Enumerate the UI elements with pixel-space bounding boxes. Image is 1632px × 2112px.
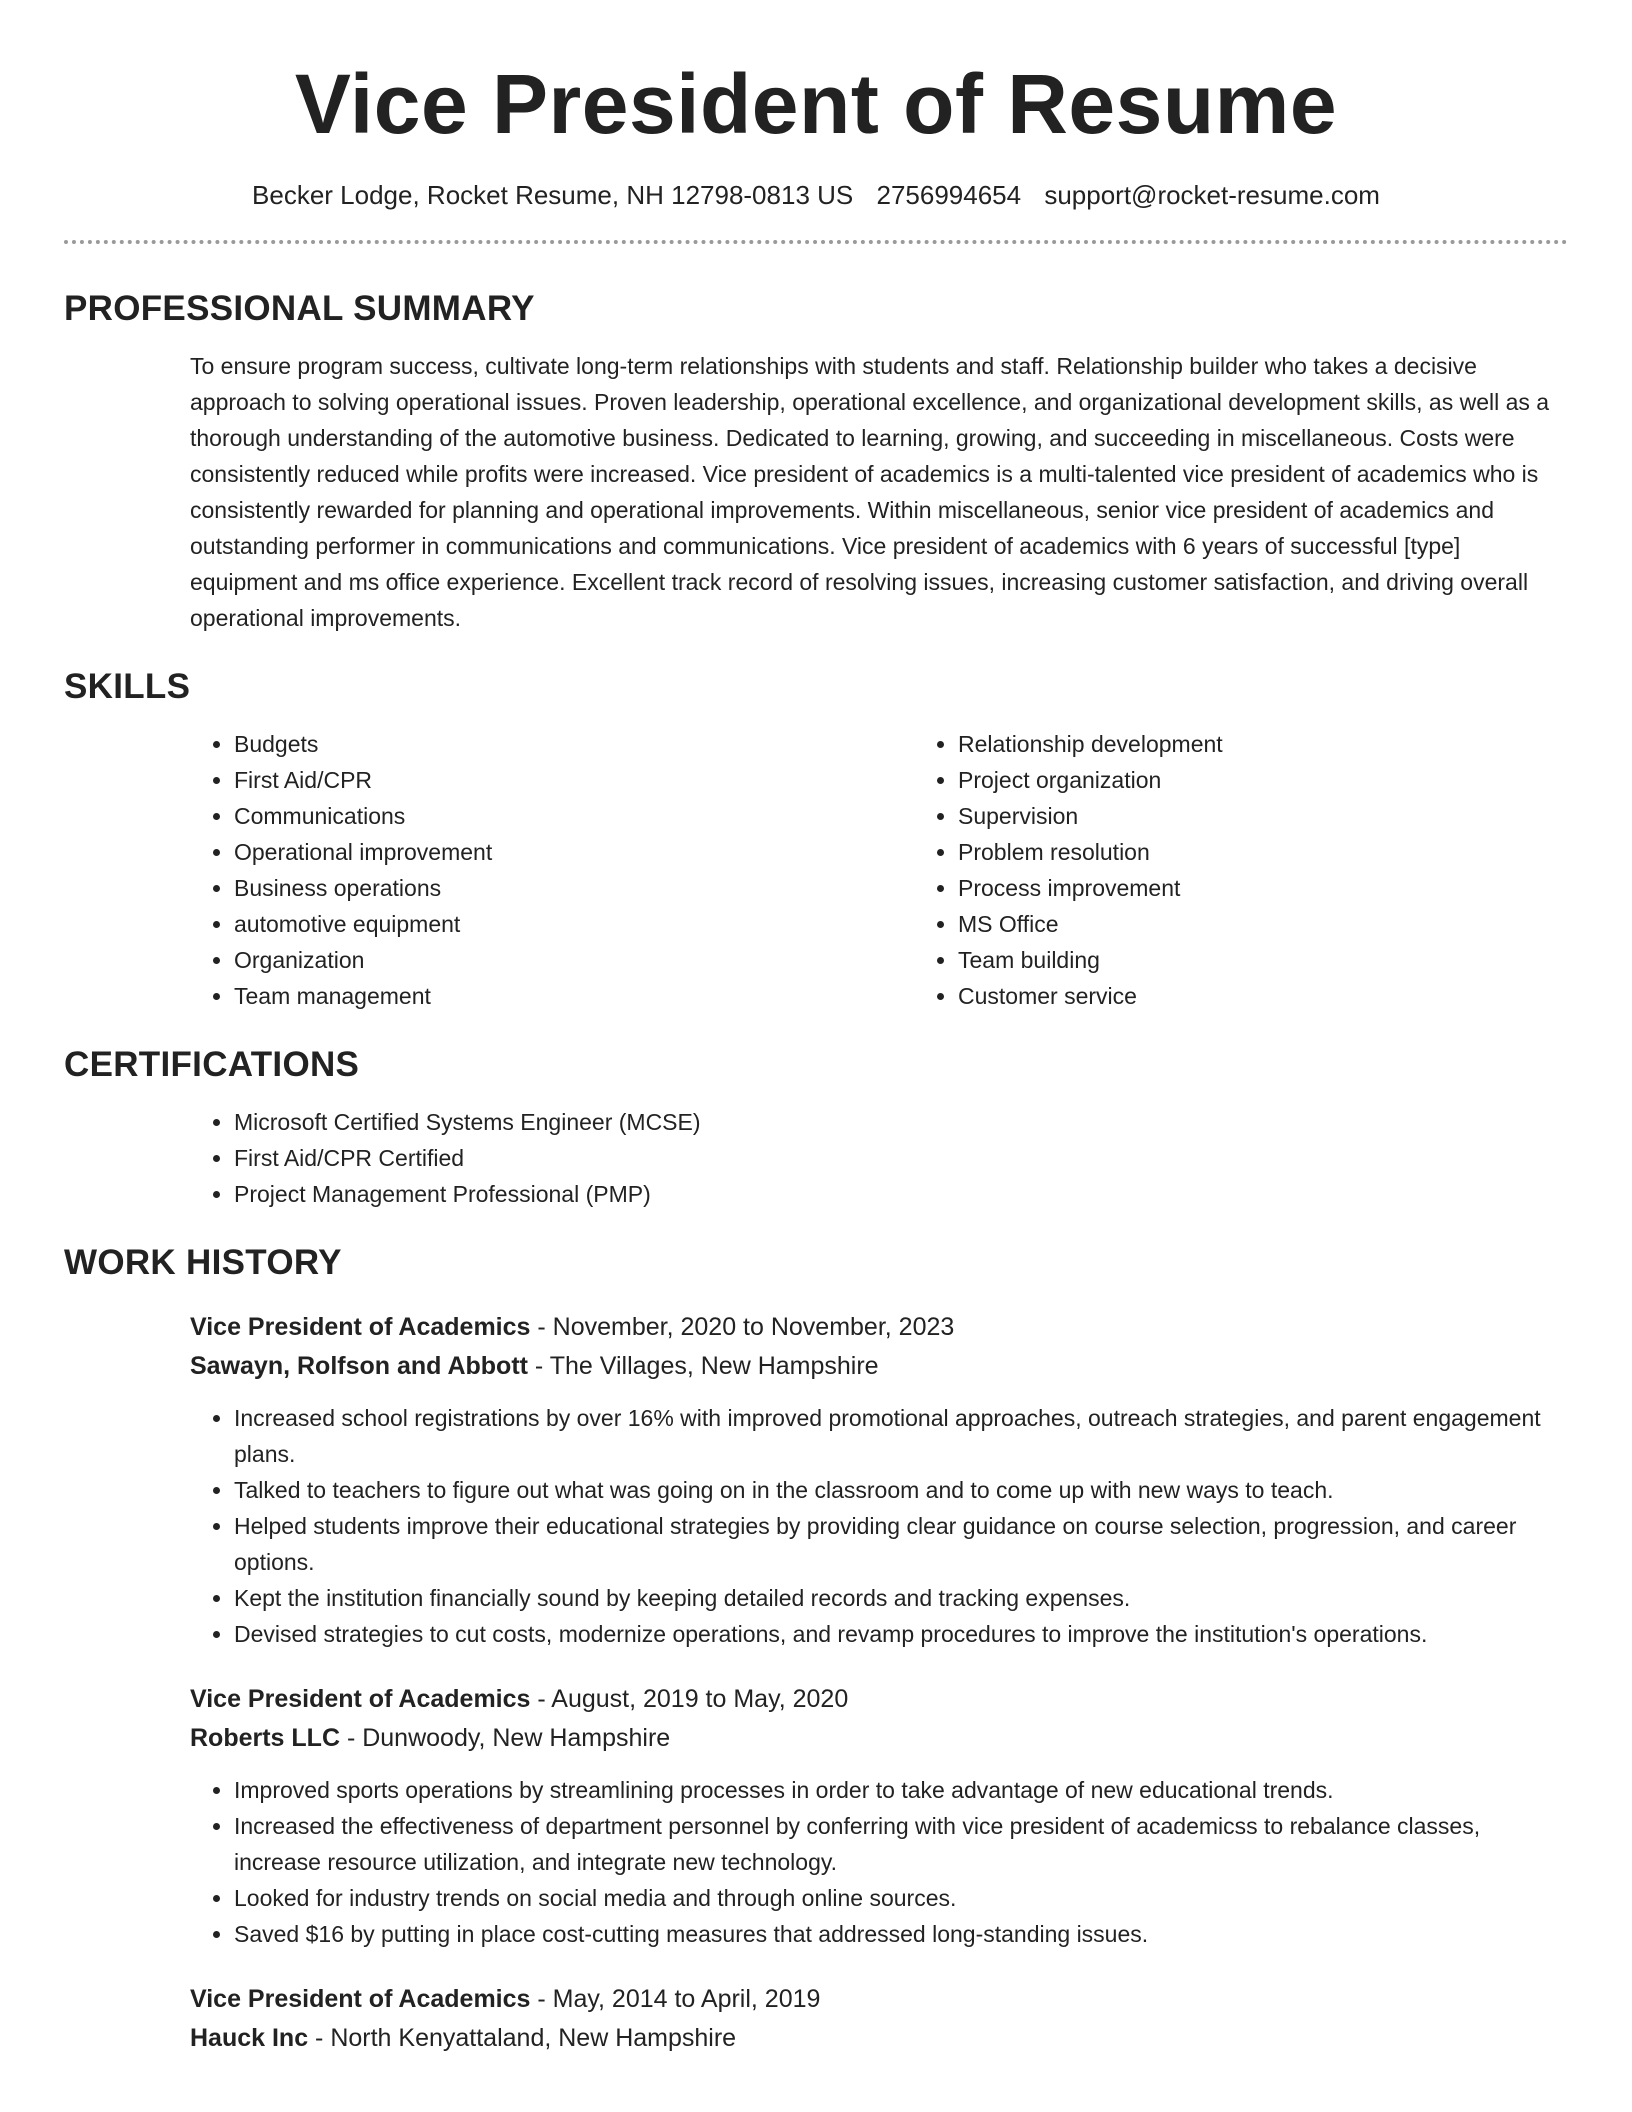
job-dates: - November, 2020 to November, 2023: [530, 1313, 955, 1341]
skill-item: • Project organization: [958, 762, 1568, 798]
job-dates: - August, 2019 to May, 2020: [530, 1685, 849, 1713]
skill-item: • automotive equipment: [234, 906, 914, 942]
job-bullet: • Improved sports operations by streamlining processes in order to take advantage of new educational trends.: [234, 1772, 1568, 1808]
job-role: Vice President of Academics: [190, 1685, 531, 1713]
skills-list-left: [190, 726, 914, 1014]
job-location: - North Kenyattaland, New Hampshire: [308, 2024, 737, 2052]
skill-item: • MS Office: [958, 906, 1568, 942]
skill-item: • Communications: [234, 798, 914, 834]
job-entry: [190, 1680, 1568, 1952]
certification-item: • First Aid/CPR Certified: [234, 1140, 1568, 1176]
resume-title: Vice President of Resume: [294, 57, 1338, 151]
job-company: Sawayn, Rolfson and Abbott: [190, 1352, 528, 1380]
job-role-line: [190, 1980, 1568, 2019]
contact-phone: 2756994654: [876, 180, 1022, 210]
job-bullet: • Increased the effectiveness of department personnel by conferring with vice president of academicss to rebalance classes, increase resource utilization, and integrate new technology.: [234, 1808, 1568, 1880]
skill-item: • Relationship development: [958, 726, 1568, 762]
skill-item: • Budgets: [234, 726, 914, 762]
job-dates: - May, 2014 to April, 2019: [530, 1985, 821, 2013]
resume-page: [64, 0, 1568, 2058]
skill-item: • Supervision: [958, 798, 1568, 834]
professional-summary-section: [64, 288, 1568, 636]
section-heading-summary: PROFESSIONAL SUMMARY: [64, 289, 535, 328]
job-bullet: • Looked for industry trends on social media and through online sources.: [234, 1880, 1568, 1916]
section-heading-skills: SKILLS: [64, 667, 191, 706]
job-role: Vice President of Academics: [190, 1313, 531, 1341]
job-bullet: • Saved $16 by putting in place cost-cutting measures that addressed long-standing issues.: [234, 1916, 1568, 1952]
job-bullet: • Increased school registrations by over 16% with improved promotional approaches, outreach strategies, and parent engagement plans.: [234, 1400, 1568, 1472]
skill-item: • Operational improvement: [234, 834, 914, 870]
job-company-line: [190, 1347, 1568, 1386]
skill-item: • Organization: [234, 942, 914, 978]
certifications-list: [190, 1104, 1568, 1212]
contact-email: support@rocket-resume.com: [1044, 180, 1380, 210]
skill-item: • Problem resolution: [958, 834, 1568, 870]
job-bullet: • Devised strategies to cut costs, modernize operations, and revamp procedures to improve the institution's operations.: [234, 1616, 1568, 1652]
skill-item: • First Aid/CPR: [234, 762, 914, 798]
section-heading-work-history: WORK HISTORY: [64, 1243, 342, 1282]
skill-item: • Customer service: [958, 978, 1568, 1014]
certifications-section: [64, 1044, 1568, 1212]
job-company: Hauck Inc: [190, 2024, 309, 2052]
job-bullet: • Talked to teachers to figure out what was going on in the classroom and to come up with new ways to teach.: [234, 1472, 1568, 1508]
skills-section: [64, 666, 1568, 1014]
summary-paragraph: To ensure program success, cultivate long-term relationships with students and staff. Relationship builder who takes a decisive approach to solving operational issues. Proven leadership, operational excellence, and organizational development skills, as well as a thorough understanding of the automotive business. Dedicated to learning, growing, and succeeding in miscellaneous. Costs were consistently reduced while profits were increased. Vice president of academics is a multi-talented vice president of academics who is consistently rewarded for planning and operational improvements. Within miscellaneous, senior vice president of academics and outstanding performer in communications and communications. Vice president of academics with 6 years of successful [type] equipment and ms office experience. Excellent track record of resolving issues, increasing customer satisfaction, and driving overall operational improvements.: [190, 353, 1550, 631]
job-location: - The Villages, New Hampshire: [527, 1352, 879, 1380]
job-role-line: [190, 1308, 1568, 1347]
skill-item: • Team building: [958, 942, 1568, 978]
work-history-section: [64, 1242, 1568, 2058]
job-company: Roberts LLC: [190, 1724, 340, 1752]
job-bullet: • Kept the institution financially sound by keeping detailed records and tracking expenses.: [234, 1580, 1568, 1616]
certification-item: • Microsoft Certified Systems Engineer (MCSE): [234, 1104, 1568, 1140]
skills-columns: [190, 726, 1568, 1014]
job-company-line: [190, 1719, 1568, 1758]
skill-item: • Team management: [234, 978, 914, 1014]
skill-item: • Process improvement: [958, 870, 1568, 906]
job-entry: [190, 1980, 1568, 2058]
section-heading-certifications: CERTIFICATIONS: [64, 1045, 360, 1084]
job-role-line: [190, 1680, 1568, 1719]
contact-line: [64, 178, 1568, 212]
job-location: - Dunwoody, New Hampshire: [340, 1724, 671, 1752]
certification-item: • Project Management Professional (PMP): [234, 1176, 1568, 1212]
job-bullets: [190, 1772, 1568, 1952]
job-bullets: [190, 1400, 1568, 1652]
skill-item: • Business operations: [234, 870, 914, 906]
contact-address: Becker Lodge, Rocket Resume, NH 12798-0813 US: [252, 180, 854, 210]
job-company-line: [190, 2019, 1568, 2058]
job-bullet: • Helped students improve their educational strategies by providing clear guidance on course selection, progression, and career options.: [234, 1508, 1568, 1580]
skills-list-right: [914, 726, 1568, 1014]
job-entry: [190, 1308, 1568, 1652]
job-role: Vice President of Academics: [190, 1985, 531, 2013]
header-divider: [64, 240, 1568, 244]
